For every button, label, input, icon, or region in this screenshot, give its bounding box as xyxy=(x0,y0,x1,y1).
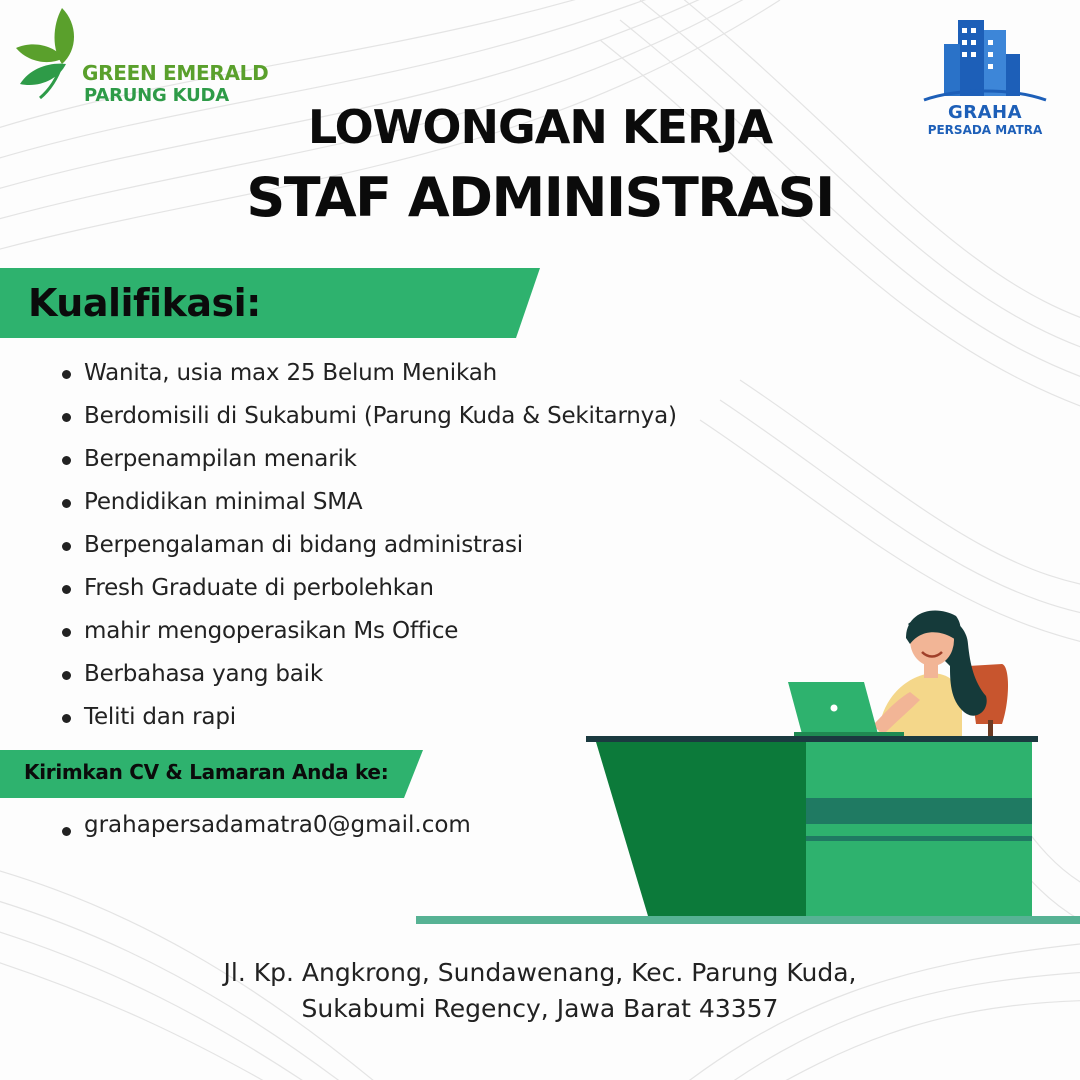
green-emerald-logo xyxy=(12,6,292,106)
bullet-icon xyxy=(62,499,71,508)
building-icon xyxy=(918,14,1052,106)
address-line-1: Jl. Kp. Angkrong, Sundawenang, Kec. Parung Kuda, xyxy=(223,958,857,987)
bullet-icon xyxy=(62,714,71,723)
list-item xyxy=(60,355,677,398)
list-item-text: Fresh Graduate di perbolehkan xyxy=(84,575,434,601)
desk-cabinet xyxy=(806,742,1032,916)
contact-email[interactable]: grahapersadamatra0@gmail.com xyxy=(84,812,471,838)
list-item-text: Berpenampilan menarik xyxy=(84,446,357,472)
list-item xyxy=(60,398,677,441)
bullet-icon xyxy=(62,628,71,637)
bullet-icon xyxy=(62,370,71,379)
logo-left-line2: PARUNG KUDA xyxy=(84,85,229,106)
bullet-icon xyxy=(62,671,71,680)
list-item xyxy=(60,441,677,484)
list-item-text: Wanita, usia max 25 Belum Menikah xyxy=(84,360,497,386)
list-item xyxy=(60,527,677,570)
list-item-text: Teliti dan rapi xyxy=(84,704,236,730)
qualifications-heading: Kualifikasi: xyxy=(28,281,261,325)
floor-line xyxy=(416,916,1080,924)
desk-top xyxy=(586,736,1038,742)
office-worker-illustration xyxy=(410,600,1080,930)
list-item-text: Pendidikan minimal SMA xyxy=(84,489,363,515)
address-line-2: Sukabumi Regency, Jawa Barat 43357 xyxy=(301,994,779,1023)
leaf-icon xyxy=(12,6,84,102)
list-item-text: Berpengalaman di bidang administrasi xyxy=(84,532,523,558)
list-item-text: mahir mengoperasikan Ms Office xyxy=(84,618,459,644)
bullet-icon xyxy=(62,827,71,836)
bullet-icon xyxy=(62,542,71,551)
title-line-2: STAF ADMINISTRASI xyxy=(246,166,834,229)
logo-right-line2: PERSADA MATRA xyxy=(927,123,1043,137)
bullet-icon xyxy=(62,413,71,422)
logo-right-line1: GRAHA xyxy=(947,102,1023,123)
list-item xyxy=(60,484,677,527)
bullet-icon xyxy=(62,456,71,465)
bullet-icon xyxy=(62,585,71,594)
title-line-1: LOWONGAN KERJA xyxy=(307,100,773,154)
list-item-text: Berbahasa yang baik xyxy=(84,661,323,687)
list-item-text: Berdomisili di Sukabumi (Parung Kuda & Sekitarnya) xyxy=(84,403,677,429)
contact-heading: Kirimkan CV & Lamaran Anda ke: xyxy=(24,760,389,784)
logo-left-line1: GREEN EMERALD xyxy=(82,61,269,85)
desk-panel xyxy=(596,742,806,916)
